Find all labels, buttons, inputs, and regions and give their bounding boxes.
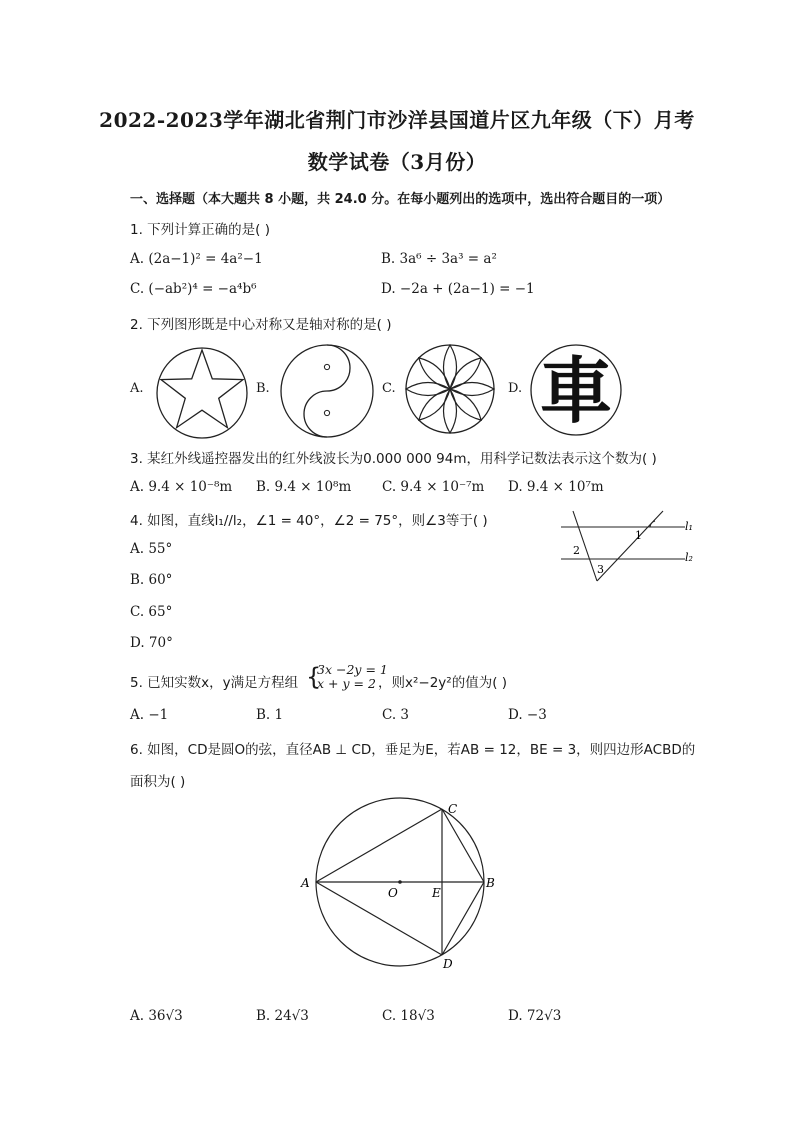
q1-option-b: B. 3a⁶ ÷ 3a³ = a² bbox=[381, 251, 497, 267]
question-5-stem-suffix: ，则x²−2y²的值为( ) bbox=[378, 675, 508, 691]
circle-chord-figure bbox=[292, 796, 508, 976]
q2-label-b: B. bbox=[256, 381, 270, 396]
point-d-label: D bbox=[443, 957, 453, 971]
parallel-lines-figure bbox=[555, 505, 705, 585]
q3-option-d: D. 9.4 × 10⁷m bbox=[508, 479, 604, 495]
point-o-label: O bbox=[388, 886, 398, 900]
line-l1-label: l₁ bbox=[685, 520, 693, 533]
q5-option-b: B. 1 bbox=[256, 707, 284, 723]
angle-1-label: 1 bbox=[635, 529, 642, 542]
point-c-label: C bbox=[448, 802, 458, 816]
question-4-stem: 4. 如图，直线l₁//l₂，∠1 = 40°，∠2 = 75°，则∠3等于( ) bbox=[130, 513, 488, 529]
question-2-stem: 2. 下列图形既是中心对称又是轴对称的是( ) bbox=[130, 317, 392, 333]
line-l2-label: l₂ bbox=[685, 551, 693, 564]
yin-yang-figure bbox=[279, 343, 375, 439]
chinese-char-text: 車 bbox=[539, 348, 613, 433]
chinese-char-figure bbox=[529, 343, 623, 437]
title-line-2: 数学试卷（3月份） bbox=[307, 150, 487, 174]
point-e-label: E bbox=[432, 886, 441, 900]
q4-option-a: A. 55° bbox=[130, 541, 173, 557]
q2-label-a: A. bbox=[130, 381, 144, 396]
circle-star-figure bbox=[154, 345, 250, 441]
q5-option-c: C. 3 bbox=[382, 707, 410, 723]
q4-option-b: B. 60° bbox=[130, 572, 173, 588]
flower-pattern-figure bbox=[404, 343, 496, 435]
point-a-label: A bbox=[301, 876, 310, 890]
system-eq-1: 3x −2y = 1 bbox=[317, 662, 388, 677]
q3-option-c: C. 9.4 × 10⁻⁷m bbox=[382, 479, 485, 495]
system-eq-2: x + y = 2 bbox=[317, 676, 376, 691]
q5-option-d: D. −3 bbox=[508, 707, 547, 723]
question-3-stem: 3. 某红外线遥控器发出的红外线波长为0.000 000 94m，用科学记数法表示这个数为( ) bbox=[130, 451, 657, 467]
q6-option-d: D. 72√3 bbox=[508, 1008, 562, 1024]
title-line-1: 2022-2023学年湖北省荆门市沙洋县国道片区九年级（下）月考 bbox=[99, 108, 695, 132]
question-6-stem: 6. 如图，CD是圆O的弦，直径AB ⊥ CD，垂足为E，若AB = 12，BE = 3，则四边形ACBD的 bbox=[130, 742, 696, 758]
q3-option-a: A. 9.4 × 10⁻⁸m bbox=[130, 479, 233, 495]
question-5-stem-prefix: 5. 已知实数x，y满足方程组 bbox=[130, 675, 299, 691]
system-brace: { bbox=[306, 663, 322, 691]
angle-2-label: 2 bbox=[573, 544, 580, 557]
q4-option-c: C. 65° bbox=[130, 604, 173, 620]
q3-option-b: B. 9.4 × 10⁸m bbox=[256, 479, 352, 495]
q5-option-a: A. −1 bbox=[130, 707, 169, 723]
question-6-stem-2: 面积为( ) bbox=[130, 774, 186, 790]
q2-label-c: C. bbox=[382, 381, 396, 396]
q6-option-a: A. 36√3 bbox=[130, 1008, 183, 1024]
angle-3-label: 3 bbox=[597, 563, 604, 576]
q1-option-a: A. (2a−1)² = 4a²−1 bbox=[130, 251, 263, 267]
question-1-stem: 1. 下列计算正确的是( ) bbox=[130, 222, 270, 238]
q1-option-d: D. −2a + (2a−1) = −1 bbox=[381, 281, 535, 297]
q1-option-c: C. (−ab²)⁴ = −a⁴b⁶ bbox=[130, 281, 257, 297]
q2-label-d: D. bbox=[508, 381, 523, 396]
q4-option-d: D. 70° bbox=[130, 635, 173, 651]
q6-option-c: C. 18√3 bbox=[382, 1008, 435, 1024]
q6-option-b: B. 24√3 bbox=[256, 1008, 309, 1024]
point-b-label: B bbox=[486, 876, 495, 890]
section-header: 一、选择题（本大题共 8 小题，共 24.0 分。在每小题列出的选项中，选出符合题目的一项） bbox=[130, 192, 671, 207]
